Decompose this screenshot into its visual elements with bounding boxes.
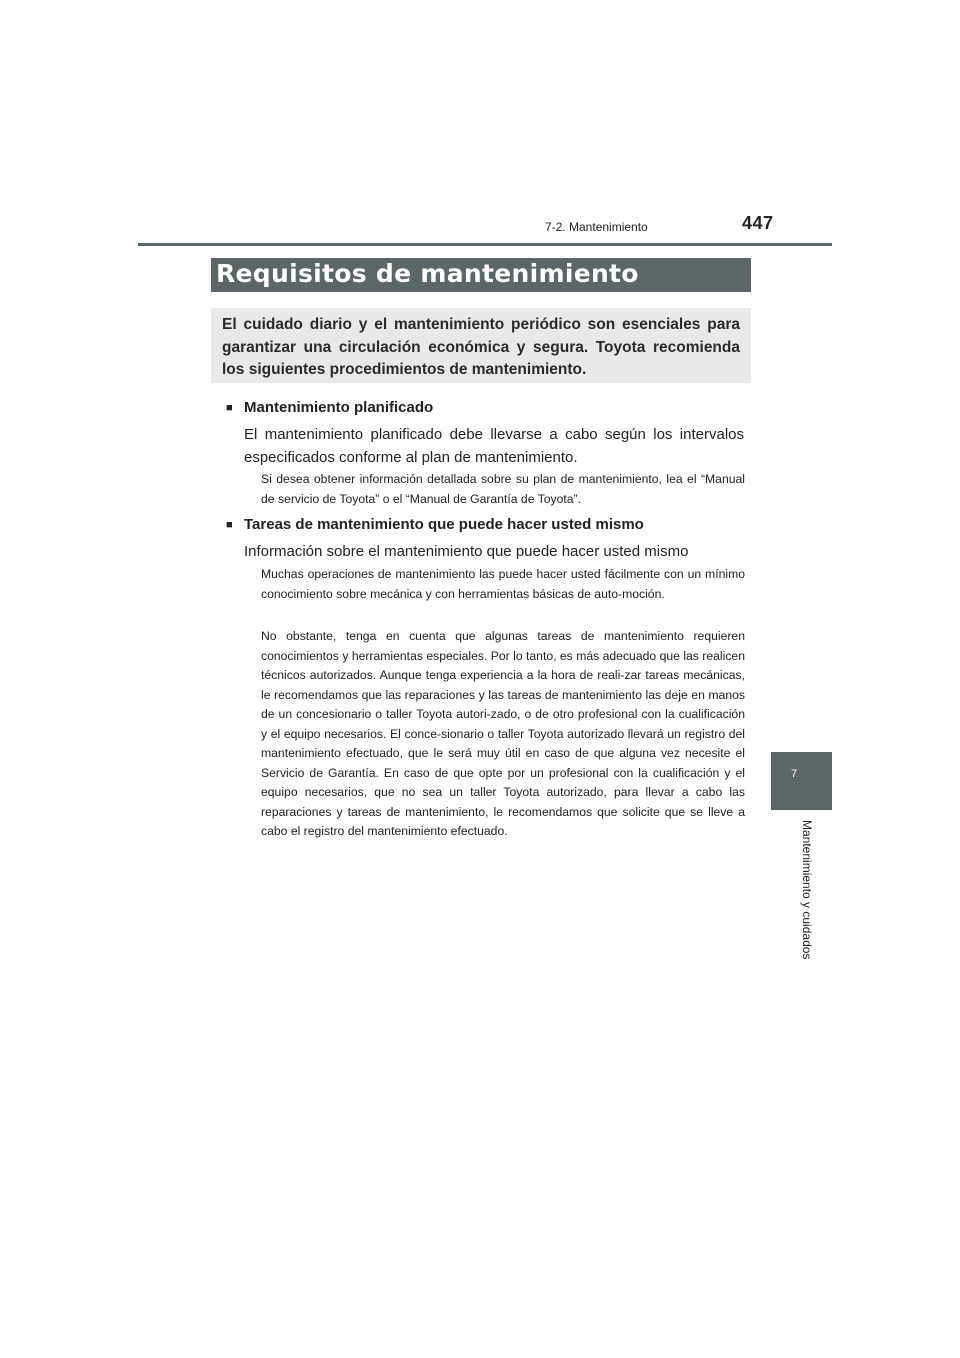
intro-text: El cuidado diario y el mantenimiento periódico son esenciales para garantizar una circulación económica y segura. Toyota recomienda los siguientes procedimientos de mantenimiento. [222,316,740,378]
item-note: Si desea obtener información detallada sobre su plan de mantenimiento, lea el “Manual de servicio de Toyota” o el “Manual de Garantía de Toyota”. [261,472,745,506]
page-number: 447 [742,213,774,233]
item-description: Información sobre el mantenimiento que puede hacer usted mismo [244,543,689,560]
chapter-label: Mantenimiento y cuidados [800,820,814,960]
item-note: Muchas operaciones de mantenimiento las puede hacer usted fácilmente con un mínimo conocimiento sobre mecánica y con herramientas básicas de auto-moción. [261,567,745,601]
chapter-tab-block [771,752,832,810]
header-divider [138,243,832,246]
bullet-square-icon: ■ [226,519,233,531]
header-section-title: 7-2. Mantenimiento [545,220,648,234]
bullet-square-icon: ■ [226,402,233,414]
section-title: Requisitos de mantenimiento [216,259,639,288]
item-description: El mantenimiento planificado debe llevarse a cabo según los intervalos especificados conforme al plan de mantenimiento. [244,426,744,466]
chapter-number: 7 [790,768,798,780]
item-heading: Mantenimiento planificado [244,399,434,416]
item-note: No obstante, tenga en cuenta que algunas tareas de mantenimiento requieren conocimientos y herramientas especiales. Por lo tanto, es más adecuado que las realicen técnicos autorizados. Aunque tenga experiencia a la hora de reali-zar tareas mecánicas, le recomendamos que las reparaciones y las tareas de mantenimiento las deje en manos de un concesionario o taller Toyota autori-zado, o de otro profesional con la cualificación y el equipo necesarios. El conce-sionario o taller Toyota autorizado llevará un registro del mantenimiento efectuado, que le será muy útil en caso de que alguna vez necesite el Servicio de Garantía. En caso de que opte por un profesional con la cualificación y el equipo necesarios, que no sea un taller Toyota autorizado, para llevar a cabo las reparaciones y tareas de mantenimiento, le recomendamos que solicite que se lleve a cabo el registro del mantenimiento efectuado. [261,629,745,838]
item-heading: Tareas de mantenimiento que puede hacer usted mismo [244,516,644,533]
